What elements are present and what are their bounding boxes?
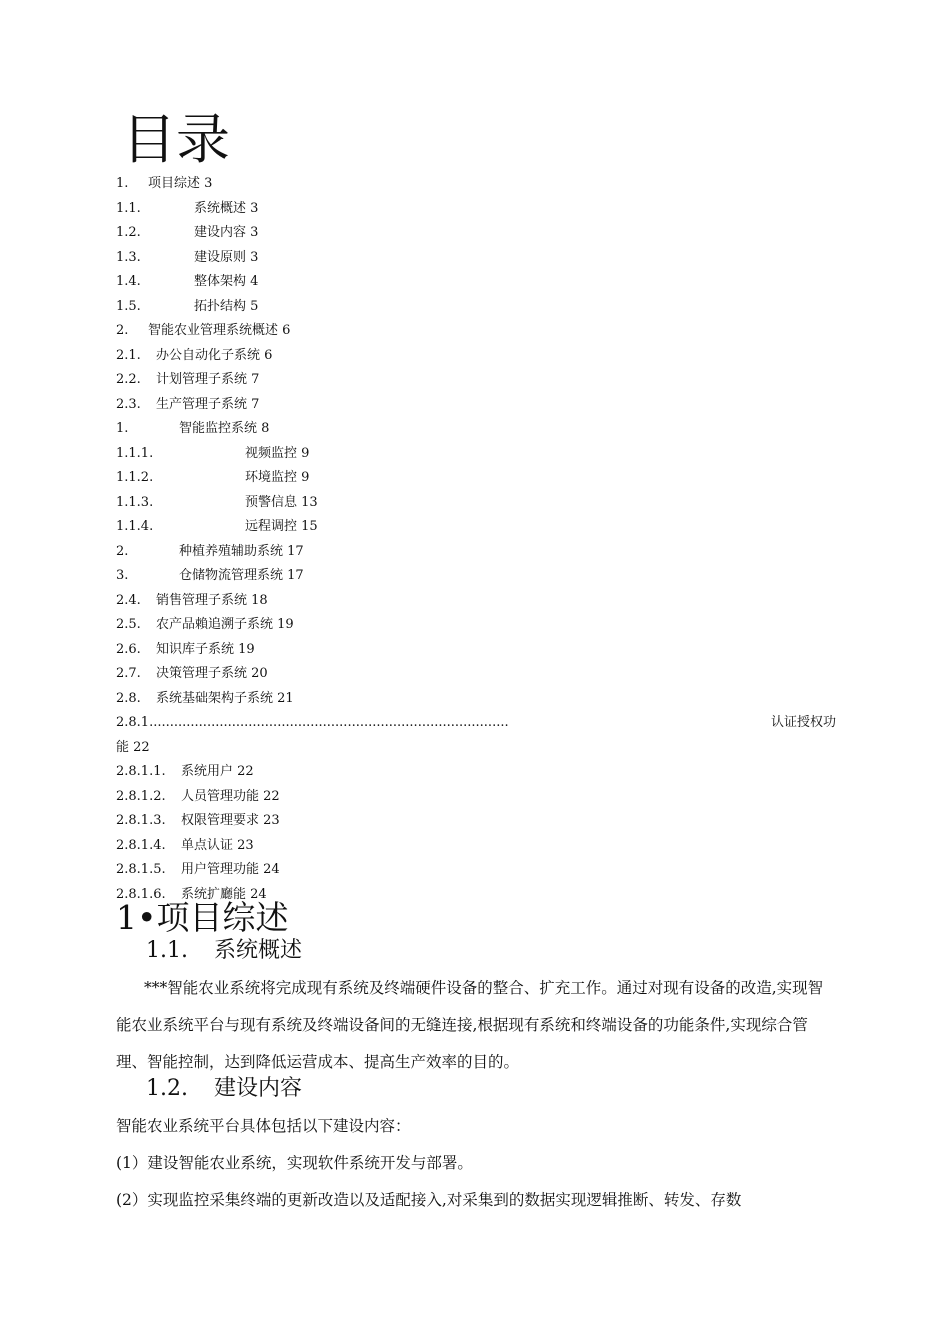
toc-entry[interactable]: 2.8. 系统基础架构子系统 21 — [116, 690, 294, 706]
toc-entry[interactable]: 1. 项目综述 3 — [116, 176, 213, 191]
section-heading: 1•项目综述 — [116, 898, 289, 937]
toc-entry[interactable]: 2. 种植养殖辅助系统 17 — [116, 543, 304, 559]
toc-entry-number: 2.8.1. — [116, 715, 154, 730]
toc-entry[interactable]: 2.7. 决策管理子系统 20 — [116, 666, 268, 681]
toc-title: 目录 — [122, 108, 230, 171]
toc-entry[interactable]: 1.1.4. 远程调控 15 — [116, 519, 318, 534]
toc-entry[interactable]: 2.8.1.2. 人员管理功能 22 — [116, 788, 280, 804]
toc-entry[interactable]: 2. 智能农业管理系统概述 6 — [116, 323, 291, 338]
toc-entry[interactable]: 1.1.3. 预警信息 13 — [116, 494, 318, 510]
toc-entry[interactable]: 2.8.1.5. 用户管理功能 24 — [116, 862, 280, 877]
paragraph-text: ***智能农业系统将完成现有系统及终端硬件设备的整合、扩充工作。通过对现有设备的改造,实现智能农业系统平台与现有系统及终端设备间的无缝连接,根据现有系统和终端设备的功能条件,实现综合管理、智能控制，达到降低运营成本、提高生产效率的目的。 — [116, 979, 824, 1071]
toc-entry-continuation: 能 22 — [116, 739, 150, 755]
toc-entry-text: 认证授权功 — [769, 711, 836, 736]
toc-entry[interactable]: 1.1.1. 视频监控 9 — [116, 445, 310, 461]
body-paragraph — [116, 970, 836, 1081]
toc-entry[interactable]: 2.5. 农产品賴追溯子系统 19 — [116, 617, 294, 632]
table-of-contents — [116, 172, 836, 907]
toc-entry[interactable]: 2.4. 销售管理子系统 18 — [116, 592, 268, 608]
toc-entry-wrapped[interactable] — [116, 711, 836, 760]
toc-entry[interactable]: 1.4. 整体架构 4 — [116, 274, 259, 289]
toc-entry[interactable]: 1. 智能监控系统 8 — [116, 421, 270, 436]
toc-entry[interactable]: 1.3. 建设原则 3 — [116, 249, 259, 265]
list-item: (2）实现监控采集终端的更新改造以及适配接入,对采集到的数据实现逻辑推断、转发、存数 — [116, 1191, 742, 1209]
toc-entry[interactable]: 2.8.1.3. 权限管理要求 23 — [116, 813, 280, 828]
toc-entry[interactable]: 2.8.1.4. 单点认证 23 — [116, 837, 254, 853]
toc-entry[interactable]: 1.2. 建设内容 3 — [116, 225, 259, 240]
toc-entry[interactable]: 2.6. 知识库子系统 19 — [116, 641, 255, 657]
body-paragraph: 智能农业系统平台具体包括以下建设内容： — [116, 1117, 411, 1135]
subsection-number: 1.1. — [146, 938, 188, 963]
subsection-title: 系统概述 — [214, 938, 303, 963]
subsection-title: 建设内容 — [214, 1076, 303, 1101]
toc-leader-dots: ...................................................................................... — [153, 715, 509, 730]
toc-entry-line — [116, 711, 836, 736]
toc-entry[interactable]: 3. 仓储物流管理系统 17 — [116, 568, 304, 583]
toc-entry[interactable]: 2.1. 办公自动化子系统 6 — [116, 347, 273, 363]
toc-entry[interactable]: 2.2. 计划管理子系统 7 — [116, 372, 260, 387]
list-item: (1）建设智能农业系统，实现软件系统开发与部署。 — [116, 1154, 473, 1172]
toc-entry[interactable]: 1.1. 系统概述 3 — [116, 200, 259, 216]
subsection-heading — [146, 1074, 302, 1104]
toc-entry[interactable]: 2.8.1.1. 系统用户 22 — [116, 764, 254, 779]
toc-entry[interactable]: 1.5. 拓扑结构 5 — [116, 298, 259, 314]
subsection-heading — [146, 936, 302, 966]
toc-entry[interactable]: 2.3. 生产管理子系统 7 — [116, 396, 260, 412]
toc-entry[interactable]: 1.1.2. 环境监控 9 — [116, 470, 310, 485]
toc-entry[interactable]: 2.8.1.6. 系统扩廳能 24 — [116, 886, 267, 902]
subsection-number: 1.2. — [146, 1076, 188, 1101]
